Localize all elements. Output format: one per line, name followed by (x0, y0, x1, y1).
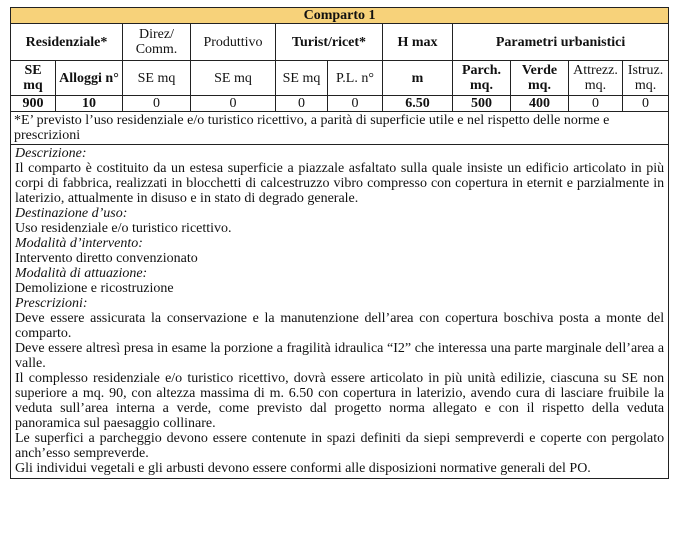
prescrizione-item: Deve essere altresì presa in esame la porzione a fragilità idraulica “I2” che interessa una parte marginale dell’area a valle. (15, 341, 665, 371)
subheader-m: m (383, 61, 453, 96)
descrizione-text: Il comparto è costituito da un estesa superficie a piazzale asfaltato sulla quale insiste un edificio articolato in più corpi di fabbrica, realizzati in blocchetti di calcestruzzo vibro compresso con copertura in eternit e parzialmente in laterizio, attualmente in disuso e in stato di degrado generale. (15, 161, 665, 206)
value-attrezz: 0 (569, 96, 623, 112)
value-alloggi: 10 (56, 96, 123, 112)
descrizione-label: Descrizione: (15, 146, 87, 161)
subheader-se-mq-direz: SE mq (123, 61, 191, 96)
header-h-max: H max (383, 24, 453, 61)
value-istruz: 0 (623, 96, 669, 112)
subheader-istruz: Istruz. mq. (623, 61, 669, 96)
subheader-pl: P.L. n° (328, 61, 383, 96)
value-se-residenziale: 900 (11, 96, 56, 112)
prescrizione-item: Gli individui vegetali e gli arbusti devono essere conformi alle disposizioni normative generali del PO. (15, 461, 591, 476)
header-produttivo: Produttivo (191, 24, 276, 61)
value-direz: 0 (123, 96, 191, 112)
value-pl: 0 (328, 96, 383, 112)
header-residenziale: Residenziale* (11, 24, 123, 61)
prescrizione-item: Il complesso residenziale e/o turistico ricettivo, dovrà essere articolato in più unità edilizie, ciascuna su SE non superiore a mq. 90, con altezza massima di m. 6.50 con copertura in laterizio, avendo cura di lasciare fruibile la veduta sull’area interna a verde, come previsto dal progetto norma allegato e con il rispetto della veduta panoramica sul paesaggio collinare. (15, 371, 665, 431)
destinazione-text: Uso residenziale e/o turistico ricettivo. (15, 221, 232, 236)
value-produttivo: 0 (191, 96, 276, 112)
subheader-verde: Verde mq. (511, 61, 569, 96)
prescrizione-item: Le superfici a parcheggio devono essere contenute in spazi definiti da siepi sempreverdi e coperte con pergolato anch’esso sempreverde. (15, 431, 665, 461)
subheader-se-mq-produttivo: SE mq (191, 61, 276, 96)
destinazione-label: Destinazione d’uso: (15, 206, 128, 221)
header-direz-comm: Direz/ Comm. (123, 24, 191, 61)
value-parch: 500 (453, 96, 511, 112)
footnote: *E’ previsto l’uso residenziale e/o turistico ricettivo, a parità di superficie utile e nel rispetto delle norme e prescrizioni (11, 112, 669, 145)
value-h-max: 6.50 (383, 96, 453, 112)
modalita-attuazione-label: Modalità di attuazione: (15, 266, 148, 281)
prescrizione-item: Deve essere assicurata la conservazione e la manutenzione dell’area con copertura boschiva posta a monte del comparto. (15, 311, 665, 341)
header-parametri-urbanistici: Parametri urbanistici (453, 24, 669, 61)
modalita-attuazione-text: Demolizione e ricostruzione (15, 281, 174, 296)
subheader-se-mq-turist: SE mq (276, 61, 328, 96)
header-turist-ricet: Turist/ricet* (276, 24, 383, 61)
value-verde: 400 (511, 96, 569, 112)
prescrizioni-label: Prescrizioni: (15, 296, 88, 311)
subheader-alloggi: Alloggi n° (56, 61, 123, 96)
subheader-attrezz: Attrezz. mq. (569, 61, 623, 96)
comparto-title: Comparto 1 (11, 8, 669, 24)
comparto-sheet (10, 7, 668, 479)
description-block (11, 145, 669, 479)
subheader-parch: Parch. mq. (453, 61, 511, 96)
comparto-table (10, 7, 669, 479)
value-turist: 0 (276, 96, 328, 112)
modalita-intervento-label: Modalità d’intervento: (15, 236, 143, 251)
subheader-se-mq-residenziale: SE mq (11, 61, 56, 96)
modalita-intervento-text: Intervento diretto convenzionato (15, 251, 198, 266)
